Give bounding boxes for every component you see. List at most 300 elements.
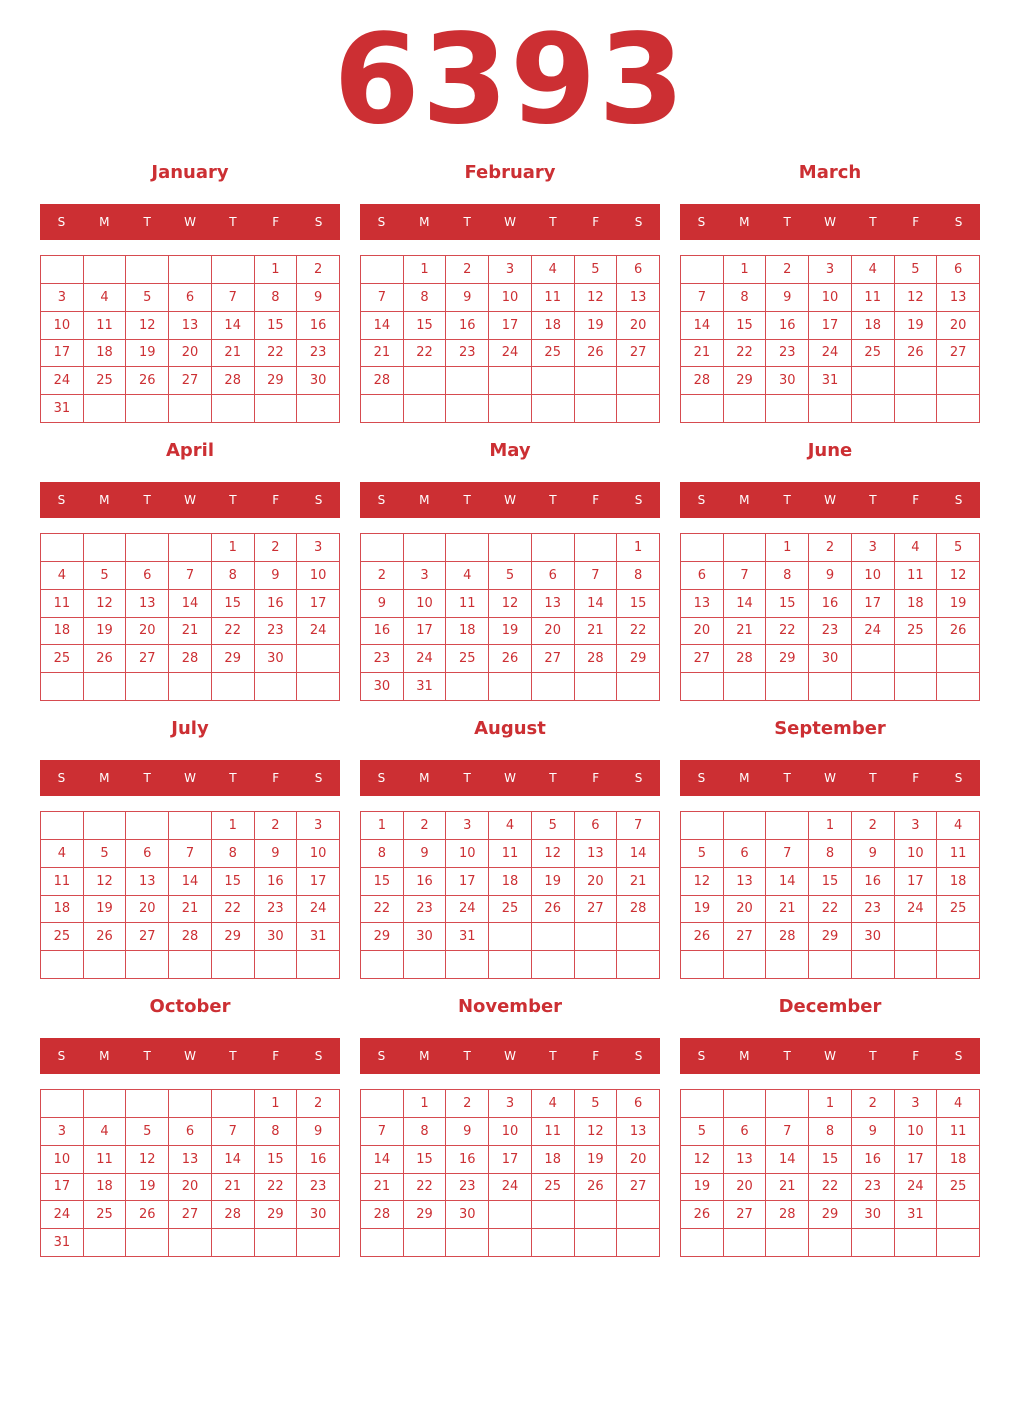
day-cell: 4 xyxy=(532,1090,575,1118)
day-cell: 27 xyxy=(724,1201,767,1229)
day-cell: 25 xyxy=(895,618,938,646)
day-cell xyxy=(852,645,895,673)
day-cell: 10 xyxy=(297,562,340,590)
day-cell: 16 xyxy=(297,1146,340,1174)
weekday-header xyxy=(680,482,980,518)
day-cell xyxy=(169,812,212,840)
day-cell: 25 xyxy=(84,1201,127,1229)
weekday-label: T xyxy=(549,493,557,507)
weekday-label: W xyxy=(504,771,516,785)
day-cell: 29 xyxy=(361,923,404,951)
day-cell: 29 xyxy=(212,645,255,673)
day-cell xyxy=(809,673,852,701)
day-cell: 29 xyxy=(255,1201,298,1229)
day-cell: 22 xyxy=(212,618,255,646)
day-cell: 18 xyxy=(532,312,575,340)
day-cell: 22 xyxy=(766,618,809,646)
weekday-header xyxy=(360,760,660,796)
day-cell: 16 xyxy=(446,312,489,340)
day-cell: 28 xyxy=(212,367,255,395)
day-cell: 25 xyxy=(532,340,575,368)
weekday-label: W xyxy=(504,493,516,507)
weekday-label: T xyxy=(463,493,471,507)
weekday-label: M xyxy=(419,771,430,785)
day-cell: 26 xyxy=(681,1201,724,1229)
day-cell: 28 xyxy=(724,645,767,673)
weekday-header xyxy=(40,760,340,796)
day-cell: 23 xyxy=(255,618,298,646)
day-cell xyxy=(532,1229,575,1257)
day-cell: 31 xyxy=(297,923,340,951)
day-cell: 21 xyxy=(212,340,255,368)
day-cell xyxy=(617,951,660,979)
day-cell: 13 xyxy=(532,590,575,618)
day-cell xyxy=(297,395,340,423)
weekday-label: M xyxy=(739,493,750,507)
day-cell: 19 xyxy=(126,1174,169,1202)
weekday-label: S xyxy=(314,771,323,785)
weekday-label: F xyxy=(272,771,280,785)
day-cell: 1 xyxy=(255,256,298,284)
day-cell: 3 xyxy=(446,812,489,840)
day-cell xyxy=(212,256,255,284)
day-cell: 15 xyxy=(809,868,852,896)
day-cell: 28 xyxy=(575,645,618,673)
day-cell: 21 xyxy=(212,1174,255,1202)
weekday-label: S xyxy=(377,215,386,229)
day-cell: 13 xyxy=(724,868,767,896)
day-cell xyxy=(126,1229,169,1257)
month-july xyxy=(40,714,340,984)
day-cell: 22 xyxy=(404,1174,447,1202)
day-cell xyxy=(724,673,767,701)
day-cell: 17 xyxy=(489,1146,532,1174)
day-cell: 12 xyxy=(84,868,127,896)
weekday-label: S xyxy=(57,493,66,507)
day-cell: 7 xyxy=(617,812,660,840)
day-cell xyxy=(404,1229,447,1257)
weekday-label: T xyxy=(783,771,791,785)
day-cell: 20 xyxy=(937,312,980,340)
day-cell: 29 xyxy=(255,367,298,395)
day-cell xyxy=(766,812,809,840)
day-cell xyxy=(895,367,938,395)
day-cell xyxy=(937,951,980,979)
day-cell xyxy=(617,367,660,395)
day-cell xyxy=(361,951,404,979)
day-cell: 16 xyxy=(852,868,895,896)
day-grid xyxy=(680,1089,980,1257)
day-cell xyxy=(212,951,255,979)
day-cell: 2 xyxy=(852,812,895,840)
day-cell: 11 xyxy=(84,312,127,340)
day-cell: 12 xyxy=(489,590,532,618)
day-cell: 10 xyxy=(895,1118,938,1146)
day-cell xyxy=(724,1229,767,1257)
weekday-header xyxy=(40,482,340,518)
day-cell: 21 xyxy=(361,1174,404,1202)
day-cell: 28 xyxy=(766,1201,809,1229)
day-cell xyxy=(724,951,767,979)
day-cell xyxy=(489,673,532,701)
day-cell: 22 xyxy=(617,618,660,646)
weekday-label: T xyxy=(869,215,877,229)
day-cell: 6 xyxy=(937,256,980,284)
day-cell: 7 xyxy=(361,284,404,312)
day-cell xyxy=(575,923,618,951)
day-cell: 1 xyxy=(724,256,767,284)
day-cell: 29 xyxy=(212,923,255,951)
weekday-label: F xyxy=(272,493,280,507)
day-cell: 23 xyxy=(297,1174,340,1202)
day-cell: 10 xyxy=(41,1146,84,1174)
day-cell: 10 xyxy=(489,1118,532,1146)
day-cell: 5 xyxy=(84,840,127,868)
month-name: June xyxy=(807,440,853,461)
day-cell xyxy=(169,256,212,284)
day-cell: 18 xyxy=(84,340,127,368)
day-cell: 12 xyxy=(937,562,980,590)
day-cell: 7 xyxy=(766,1118,809,1146)
weekday-label: S xyxy=(314,1049,323,1063)
weekday-label: T xyxy=(463,1049,471,1063)
day-cell: 15 xyxy=(255,312,298,340)
day-cell: 26 xyxy=(895,340,938,368)
month-name: November xyxy=(457,996,563,1017)
day-cell: 3 xyxy=(297,812,340,840)
day-cell: 14 xyxy=(724,590,767,618)
day-cell: 29 xyxy=(766,645,809,673)
month-name: August xyxy=(474,718,546,739)
day-cell: 4 xyxy=(895,534,938,562)
day-cell: 12 xyxy=(575,284,618,312)
day-cell: 26 xyxy=(489,645,532,673)
day-cell: 1 xyxy=(617,534,660,562)
day-cell: 8 xyxy=(724,284,767,312)
day-cell xyxy=(126,812,169,840)
day-cell xyxy=(297,673,340,701)
day-cell: 29 xyxy=(404,1201,447,1229)
day-cell: 9 xyxy=(766,284,809,312)
day-cell: 15 xyxy=(404,1146,447,1174)
weekday-label: M xyxy=(739,215,750,229)
day-cell xyxy=(361,395,404,423)
day-cell xyxy=(681,256,724,284)
day-cell xyxy=(404,534,447,562)
day-cell: 24 xyxy=(446,896,489,924)
day-cell xyxy=(575,951,618,979)
day-cell: 28 xyxy=(169,923,212,951)
day-cell: 22 xyxy=(404,340,447,368)
day-cell: 21 xyxy=(169,618,212,646)
day-cell: 2 xyxy=(255,534,298,562)
day-cell: 24 xyxy=(489,1174,532,1202)
day-cell: 19 xyxy=(532,868,575,896)
day-cell: 8 xyxy=(212,840,255,868)
day-cell: 20 xyxy=(126,896,169,924)
day-cell: 9 xyxy=(297,1118,340,1146)
weekday-label: T xyxy=(143,1049,151,1063)
weekday-label: W xyxy=(824,771,836,785)
month-august xyxy=(360,714,660,984)
day-cell: 21 xyxy=(766,1174,809,1202)
weekday-label: M xyxy=(99,215,110,229)
day-cell xyxy=(617,673,660,701)
day-cell: 14 xyxy=(169,590,212,618)
day-cell xyxy=(575,367,618,395)
weekday-header xyxy=(360,204,660,240)
day-cell: 25 xyxy=(446,645,489,673)
day-grid xyxy=(360,1089,660,1257)
weekday-label: T xyxy=(143,215,151,229)
day-cell: 13 xyxy=(169,1146,212,1174)
day-cell: 6 xyxy=(617,1090,660,1118)
weekday-label: T xyxy=(229,493,237,507)
day-cell xyxy=(617,395,660,423)
day-cell: 11 xyxy=(41,868,84,896)
weekday-header xyxy=(680,204,980,240)
day-cell xyxy=(681,534,724,562)
day-cell xyxy=(617,1201,660,1229)
day-cell xyxy=(937,395,980,423)
day-cell: 14 xyxy=(212,1146,255,1174)
day-cell: 18 xyxy=(937,1146,980,1174)
day-cell xyxy=(361,1229,404,1257)
day-cell: 5 xyxy=(489,562,532,590)
day-cell: 6 xyxy=(126,840,169,868)
day-cell xyxy=(41,1090,84,1118)
day-cell: 14 xyxy=(766,868,809,896)
weekday-label: T xyxy=(143,771,151,785)
day-cell: 26 xyxy=(84,645,127,673)
day-cell xyxy=(575,1201,618,1229)
day-cell: 3 xyxy=(809,256,852,284)
month-name: December xyxy=(778,996,882,1017)
day-cell xyxy=(212,673,255,701)
day-cell xyxy=(84,673,127,701)
day-cell xyxy=(446,395,489,423)
day-cell: 26 xyxy=(937,618,980,646)
weekday-label: W xyxy=(184,1049,196,1063)
day-cell xyxy=(84,1090,127,1118)
day-cell: 20 xyxy=(617,1146,660,1174)
day-cell: 22 xyxy=(724,340,767,368)
day-cell: 20 xyxy=(169,340,212,368)
day-cell: 16 xyxy=(809,590,852,618)
day-cell: 7 xyxy=(766,840,809,868)
day-cell: 29 xyxy=(724,367,767,395)
day-cell: 18 xyxy=(446,618,489,646)
day-cell: 18 xyxy=(41,618,84,646)
day-cell: 12 xyxy=(575,1118,618,1146)
day-cell: 5 xyxy=(937,534,980,562)
day-cell: 16 xyxy=(404,868,447,896)
weekday-label: M xyxy=(739,771,750,785)
day-cell: 9 xyxy=(446,284,489,312)
day-cell: 10 xyxy=(809,284,852,312)
month-name: February xyxy=(464,162,556,183)
day-cell: 12 xyxy=(84,590,127,618)
weekday-label: T xyxy=(549,771,557,785)
day-cell xyxy=(532,1201,575,1229)
weekday-label: F xyxy=(912,215,920,229)
day-cell: 25 xyxy=(41,645,84,673)
day-cell xyxy=(361,1090,404,1118)
day-cell: 26 xyxy=(532,896,575,924)
day-cell xyxy=(937,1229,980,1257)
day-cell: 2 xyxy=(297,256,340,284)
day-cell xyxy=(489,1201,532,1229)
weekday-label: W xyxy=(184,215,196,229)
weekday-header xyxy=(680,760,980,796)
day-cell xyxy=(681,673,724,701)
day-cell: 2 xyxy=(404,812,447,840)
day-cell: 22 xyxy=(809,896,852,924)
day-cell xyxy=(724,812,767,840)
day-cell xyxy=(937,645,980,673)
day-grid xyxy=(40,255,340,423)
day-cell: 18 xyxy=(41,896,84,924)
day-cell xyxy=(895,645,938,673)
weekday-label: T xyxy=(783,215,791,229)
day-cell: 3 xyxy=(489,256,532,284)
day-cell: 16 xyxy=(361,618,404,646)
day-cell xyxy=(255,673,298,701)
day-cell: 18 xyxy=(532,1146,575,1174)
day-cell: 3 xyxy=(297,534,340,562)
day-cell: 17 xyxy=(297,590,340,618)
day-cell: 27 xyxy=(681,645,724,673)
day-cell: 2 xyxy=(361,562,404,590)
day-cell: 28 xyxy=(169,645,212,673)
day-cell: 28 xyxy=(212,1201,255,1229)
day-cell: 15 xyxy=(361,868,404,896)
day-grid xyxy=(360,533,660,701)
day-cell xyxy=(852,1229,895,1257)
day-cell: 31 xyxy=(446,923,489,951)
day-cell: 14 xyxy=(681,312,724,340)
day-cell: 11 xyxy=(532,1118,575,1146)
day-cell xyxy=(489,951,532,979)
day-cell: 2 xyxy=(297,1090,340,1118)
day-cell xyxy=(895,923,938,951)
day-cell: 8 xyxy=(404,1118,447,1146)
day-cell: 6 xyxy=(617,256,660,284)
day-cell xyxy=(169,1090,212,1118)
day-cell xyxy=(575,1229,618,1257)
day-cell: 9 xyxy=(809,562,852,590)
day-cell: 17 xyxy=(41,340,84,368)
day-cell xyxy=(532,673,575,701)
day-cell: 7 xyxy=(169,840,212,868)
day-cell: 31 xyxy=(404,673,447,701)
day-cell: 2 xyxy=(766,256,809,284)
day-cell: 13 xyxy=(617,1118,660,1146)
day-cell: 1 xyxy=(809,812,852,840)
day-cell: 9 xyxy=(361,590,404,618)
day-cell: 1 xyxy=(404,256,447,284)
day-cell: 7 xyxy=(212,284,255,312)
weekday-label: S xyxy=(954,1049,963,1063)
day-cell xyxy=(575,534,618,562)
day-cell: 8 xyxy=(212,562,255,590)
day-cell: 13 xyxy=(681,590,724,618)
day-cell: 13 xyxy=(169,312,212,340)
day-cell: 6 xyxy=(681,562,724,590)
day-cell xyxy=(446,951,489,979)
day-cell xyxy=(575,395,618,423)
weekday-label: M xyxy=(739,1049,750,1063)
weekday-label: F xyxy=(272,1049,280,1063)
day-cell xyxy=(895,1229,938,1257)
day-cell: 3 xyxy=(404,562,447,590)
day-cell: 16 xyxy=(255,868,298,896)
day-cell: 23 xyxy=(809,618,852,646)
day-cell xyxy=(212,1090,255,1118)
day-grid xyxy=(40,1089,340,1257)
day-cell: 16 xyxy=(297,312,340,340)
day-cell: 3 xyxy=(489,1090,532,1118)
day-cell: 28 xyxy=(361,367,404,395)
weekday-label: S xyxy=(377,493,386,507)
day-cell: 21 xyxy=(361,340,404,368)
weekday-label: S xyxy=(57,1049,66,1063)
day-cell xyxy=(937,367,980,395)
month-june xyxy=(680,436,980,706)
month-september xyxy=(680,714,980,984)
day-cell xyxy=(126,951,169,979)
weekday-label: S xyxy=(377,1049,386,1063)
day-cell: 18 xyxy=(937,868,980,896)
day-cell xyxy=(84,395,127,423)
day-cell: 23 xyxy=(404,896,447,924)
day-cell: 22 xyxy=(809,1174,852,1202)
month-march xyxy=(680,158,980,428)
day-cell xyxy=(446,673,489,701)
day-cell: 13 xyxy=(126,590,169,618)
weekday-label: T xyxy=(229,1049,237,1063)
day-cell: 20 xyxy=(681,618,724,646)
day-cell: 24 xyxy=(809,340,852,368)
day-cell: 2 xyxy=(255,812,298,840)
day-cell xyxy=(361,534,404,562)
day-cell xyxy=(84,951,127,979)
day-cell: 11 xyxy=(895,562,938,590)
weekday-label: S xyxy=(377,771,386,785)
day-cell xyxy=(681,1090,724,1118)
day-cell: 17 xyxy=(895,1146,938,1174)
day-cell xyxy=(852,673,895,701)
day-cell: 5 xyxy=(681,1118,724,1146)
day-cell: 30 xyxy=(766,367,809,395)
weekday-label: F xyxy=(592,771,600,785)
day-cell: 9 xyxy=(255,840,298,868)
day-cell: 9 xyxy=(297,284,340,312)
day-cell: 10 xyxy=(852,562,895,590)
day-cell: 18 xyxy=(489,868,532,896)
weekday-label: T xyxy=(783,493,791,507)
day-cell: 16 xyxy=(255,590,298,618)
day-cell: 15 xyxy=(255,1146,298,1174)
day-cell: 15 xyxy=(212,868,255,896)
day-cell xyxy=(766,951,809,979)
day-cell: 12 xyxy=(126,1146,169,1174)
day-cell: 8 xyxy=(255,284,298,312)
year-title: 6393 xyxy=(333,8,687,152)
day-cell: 20 xyxy=(617,312,660,340)
day-cell: 31 xyxy=(41,395,84,423)
day-cell: 12 xyxy=(126,312,169,340)
